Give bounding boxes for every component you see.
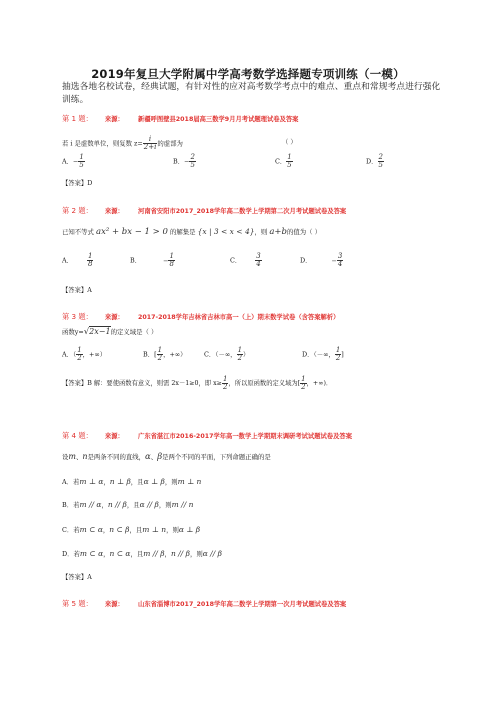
q3-option-b [143, 347, 187, 362]
q5-header [62, 599, 346, 609]
q2-opt-d-frac [337, 253, 343, 268]
q3-opt-d-den: 2 [335, 354, 341, 362]
q3-opt-b-num: 1 [157, 346, 163, 354]
q2-opt-b-frac [168, 253, 174, 268]
q4-label: 第 4 题： [62, 431, 93, 440]
q4-stem-a: 设 [62, 453, 69, 461]
q4-opt-d-mid: ， [103, 550, 110, 558]
q3-ans-den-2: 2 [301, 383, 306, 391]
q1-opt-d-num: 2 [378, 153, 383, 161]
q1-opt-a-frac [78, 154, 84, 169]
q3-ans-den-1: 2 [222, 383, 228, 391]
q2-opt-a-den: 8 [88, 260, 93, 268]
q1-opt-c-num: 1 [287, 153, 292, 161]
q1-paren: （ ） [282, 138, 297, 146]
sqrt-icon: √ [83, 327, 90, 337]
q4-header [62, 431, 352, 441]
q1-fraction [143, 136, 158, 151]
q1-opt-c-label: C． [275, 157, 287, 166]
q2-opt-c-label: C． [230, 256, 242, 265]
q2-opt-a-num: 1 [88, 252, 93, 260]
q1-opt-a-label: A． [62, 157, 74, 166]
q3-answer-a: 【答案】B 解：要使函数有意义，则需 2x－1≥0，即 x≥ [62, 380, 222, 387]
q1-opt-c-den: 5 [287, 161, 292, 169]
q1-opt-b-sign: − [184, 157, 190, 166]
q4-answer: 【答案】A [62, 574, 92, 581]
q1-src-prefix: 来源： [104, 116, 124, 123]
q4-opt-c-label: C．若 [62, 526, 80, 534]
q1-opt-a-den: 5 [79, 161, 84, 169]
q1-option-d [366, 154, 384, 169]
q3-radicand: 2x−1 [89, 327, 111, 336]
q4-opt-a-c2: n ⊥ β [109, 477, 131, 486]
q2-opt-c-den: 4 [256, 260, 261, 268]
q2-opt-a-label: A． [62, 256, 74, 265]
q1-label: 第 1 题： [62, 114, 93, 123]
q4-var-alpha: α [145, 452, 151, 462]
q4-option-b [62, 500, 193, 509]
q4-opt-c-c1: m ⊂ α [79, 525, 103, 534]
q2-option-c [230, 253, 262, 268]
q1-opt-b-num: 2 [190, 153, 195, 161]
q2-src-prefix: 来源： [104, 208, 124, 215]
q2-solution-set: {x | 3 < x < 4} [197, 227, 255, 236]
q4-var-m: m [68, 452, 76, 461]
q5-label: 第 5 题： [62, 599, 93, 608]
q2-stem-c: ，则 [254, 228, 268, 236]
q4-opt-d-then: ， [164, 550, 171, 558]
q3-answer-c: ，+∞)． [306, 380, 333, 387]
q1-opt-d-den: 5 [378, 161, 383, 169]
q4-stem-c: 是两个不同的平面，下列命题正确的是 [162, 453, 271, 461]
q3-stem [62, 327, 157, 337]
q1-answer: 【答案】D [62, 180, 93, 187]
q4-opt-a-c1: m ⊥ α [79, 477, 104, 486]
q3-stem-b: 的定义域是（ ） [110, 328, 158, 336]
q1-stem [62, 136, 183, 151]
q3-opt-d-end: ] [341, 350, 344, 359]
q1-frac-den: 2+i [143, 143, 157, 151]
q4-opt-b-c3: α // β [139, 500, 159, 509]
q4-source: 广东省湛江市2016-2017学年高一数学上学期期末调研考试试题试卷及答案 [138, 433, 352, 440]
q3-header [62, 312, 339, 322]
q3-label: 第 3 题： [62, 312, 93, 321]
q2-opt-b-num: 1 [169, 252, 174, 260]
q3-answer-b: ，所以原函数的定义域为[ [228, 380, 301, 387]
q4-opt-a-label: A．若 [62, 478, 80, 486]
q2-opt-d-num: 3 [337, 252, 343, 260]
q3-opt-c-end: ） [243, 350, 250, 359]
q2-opt-c-frac [255, 253, 261, 268]
q4-opt-b-c1: m // α [79, 500, 102, 509]
q4-opt-c-then: ，则 [166, 526, 179, 534]
q5-src-prefix: 来源： [104, 601, 124, 608]
q3-answer [62, 376, 332, 391]
q4-opt-d-and: ，且 [130, 550, 144, 558]
q1-option-a [62, 154, 85, 169]
q3-opt-a-end: ，+∞） [82, 350, 107, 359]
q4-opt-d-c2: n ⊂ α [109, 549, 131, 558]
q4-option-a [62, 477, 201, 486]
q4-opt-b-c4: m // n [171, 500, 194, 509]
q2-expression: a+b [269, 227, 287, 237]
q1-option-b [173, 154, 196, 169]
q2-stem-a: 已知不等式 [62, 228, 94, 236]
q1-opt-b-label: B． [173, 157, 185, 166]
q4-opt-c-and: ，且 [129, 526, 143, 534]
q4-opt-c-mid: ， [102, 526, 110, 534]
q4-opt-a-then: ，则 [164, 478, 178, 486]
q2-stem-d: 的值为（ ） [286, 228, 321, 236]
q4-sep-1: 、 [75, 453, 83, 461]
q4-opt-b-then: ，则 [158, 501, 172, 509]
q1-opt-a-num: 1 [79, 153, 84, 161]
q3-option-d [302, 347, 344, 362]
q1-opt-a-sign: − [73, 157, 79, 166]
q2-header [62, 206, 346, 216]
q3-opt-c-label: C．（－∞， [204, 350, 237, 359]
q2-opt-c-num: 3 [256, 252, 261, 260]
q4-opt-c-c3: m ⊥ n [142, 525, 167, 534]
q4-opt-b-c2: n // β [107, 500, 127, 509]
q4-opt-b-and: ，且 [126, 501, 140, 509]
document-title: 2019年复旦大学附属中学高考数学选择题专项训练（一模） [91, 67, 405, 81]
q4-opt-d-c1: m ⊂ α [79, 549, 104, 558]
q3-opt-d-label: D．（－∞， [302, 350, 335, 359]
q1-option-c [275, 154, 293, 169]
q2-opt-d-den: 4 [337, 260, 343, 268]
q4-opt-b-label: B．若 [62, 501, 80, 509]
q4-stem [62, 452, 271, 462]
q3-option-a [62, 347, 106, 362]
q3-option-c [204, 347, 249, 362]
q3-ans-num-2: 1 [301, 375, 306, 383]
q4-opt-d-c4: n // β [170, 549, 190, 558]
q4-stem-b: 是两条不同的直线， [87, 453, 146, 461]
q1-opt-b-den: 5 [190, 161, 195, 169]
q4-opt-a-and: ，且 [130, 478, 144, 486]
q2-stem-b: 的解集是 [169, 228, 196, 236]
q4-sep-2: 、 [150, 453, 158, 461]
q3-source: 2017-2018学年吉林省吉林市高一（上）期末数学试卷（含答案解析） [138, 314, 340, 321]
q4-option-c [62, 525, 200, 534]
q1-stem-a: 若 i 是虚数单位，则复数 z= [62, 139, 143, 148]
q3-opt-a-num: 1 [77, 346, 82, 354]
q4-opt-a-c4: m ⊥ n [177, 477, 202, 486]
q1-opt-b-frac [189, 154, 195, 169]
q2-opt-d-sign: − [331, 256, 337, 265]
q2-opt-b-label: B． [130, 256, 142, 265]
q4-var-beta: β [157, 452, 163, 462]
q3-opt-b-end: ，+∞） [163, 350, 187, 359]
q3-opt-a-label: A．（ [62, 350, 77, 359]
q3-opt-b-label: B．[ [143, 350, 157, 359]
q2-source: 河南省安阳市2017_2018学年高二数学上学期第二次月考试题试卷及答案 [138, 208, 347, 215]
q1-frac-num: i [143, 136, 158, 144]
q3-opt-d-num: 1 [335, 346, 341, 354]
q2-opt-a-frac [87, 253, 93, 268]
q3-stem-a: 函数y= [62, 328, 84, 336]
document-intro: 抽选各地名校试卷，经典试题，有针对性的应对高考数学考点中的难点、重点和常规考点进行强化训练。 [62, 82, 441, 105]
q2-stem [62, 227, 321, 237]
q2-opt-b-den: 8 [169, 260, 174, 268]
q5-source: 山东省淄博市2017_2018学年高二数学上学期第一次月考试题试卷及答案 [138, 601, 347, 608]
q3-opt-c-den: 2 [237, 354, 243, 362]
q4-opt-d-c5: α // β [202, 549, 222, 558]
q2-option-d [300, 253, 343, 268]
q4-opt-c-c2: n ⊂ β [109, 525, 130, 534]
q3-opt-a-den: 2 [77, 354, 82, 362]
q4-option-d [62, 549, 222, 558]
q2-option-b [130, 253, 175, 268]
q3-src-prefix: 来源： [104, 314, 124, 321]
q2-answer: 【答案】A [62, 287, 92, 294]
q3-opt-b-den: 2 [157, 354, 163, 362]
q2-option-a [62, 253, 93, 268]
q3-opt-c-num: 1 [237, 346, 243, 354]
q4-opt-d-c3: m // β [143, 549, 165, 558]
q4-opt-c-c4: α ⊥ β [178, 525, 201, 534]
q4-opt-d-tail: ，则 [189, 550, 203, 558]
q2-inequality: ax² + bx − 1 > 0 [96, 227, 168, 237]
q2-opt-d-label: D． [300, 256, 312, 265]
q4-opt-a-mid: ， [103, 478, 110, 486]
q1-source: 新疆呼图壁县2018届高三数学9月月考试题理试卷及答案 [138, 116, 299, 123]
q1-opt-d-frac [378, 154, 384, 169]
q3-ans-num-1: 1 [222, 375, 228, 383]
q4-src-prefix: 来源： [104, 433, 124, 440]
q4-opt-d-label: D．若 [62, 550, 80, 558]
q1-header [62, 114, 298, 124]
q4-opt-a-c3: α ⊥ β [143, 477, 165, 486]
q4-opt-b-mid: ， [101, 501, 108, 509]
q1-opt-d-label: D． [366, 157, 378, 166]
q1-opt-c-frac [286, 154, 292, 169]
q2-label: 第 2 题： [62, 206, 93, 215]
q2-opt-b-sign: − [163, 256, 169, 265]
q1-stem-b: 的虚部为 [157, 139, 183, 148]
q4-var-n: n [82, 452, 88, 461]
